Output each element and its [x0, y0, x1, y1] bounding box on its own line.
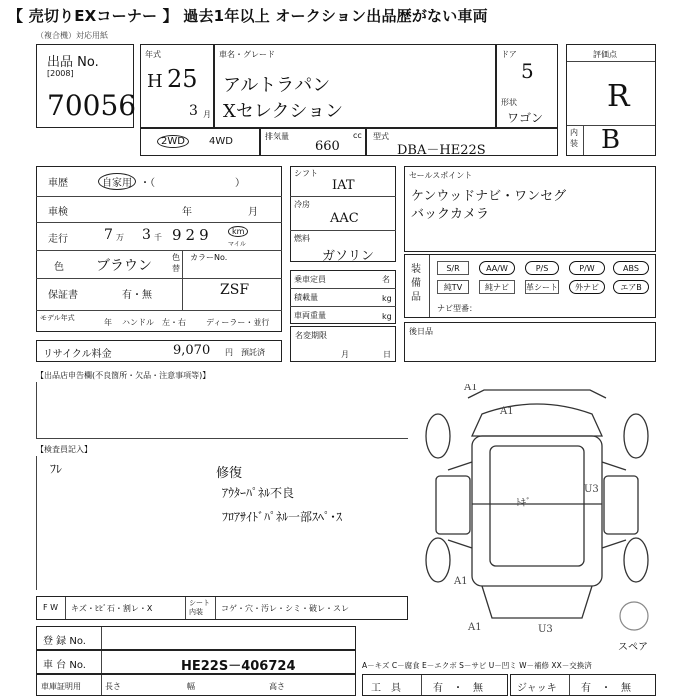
- damage-mark: A1: [464, 384, 478, 393]
- name-change-month: 月: [341, 350, 349, 359]
- warranty-label: 保証書: [48, 290, 78, 301]
- tools-box: [362, 674, 508, 696]
- color-value: ブラウン: [96, 258, 152, 274]
- doors-label: ドア: [501, 50, 517, 59]
- jack-value: 有 ・ 無: [581, 683, 631, 694]
- equip-abs: ABS: [613, 261, 649, 275]
- shift-label: シフト: [294, 169, 318, 178]
- color-no-label: カラーNo.: [190, 253, 228, 262]
- fuel-label: 燃料: [294, 234, 310, 243]
- tools-label: 工 具: [371, 683, 401, 694]
- details-grid: [36, 166, 282, 332]
- shape-label: 形状: [501, 98, 517, 107]
- fuel-value: ガソリン: [322, 249, 375, 264]
- drive-2wd: 2WD: [157, 135, 189, 148]
- recycle-value: 9,070: [173, 343, 211, 358]
- mileage-alt-unit: マイル: [228, 241, 246, 248]
- front-bumper: [468, 390, 606, 398]
- later-label: 後日品: [409, 327, 433, 336]
- equip-ps: P/S: [525, 261, 559, 275]
- wheel-rl: [426, 538, 450, 582]
- mileage-unit: km: [228, 226, 248, 237]
- lot-number-box: [36, 44, 137, 128]
- inspector-label: 【検査員記入】: [36, 445, 92, 454]
- equip-aaw: AA/W: [479, 261, 515, 275]
- navi-model-label: ナビ型番：: [437, 304, 477, 313]
- registration-label: 登 録 No.: [43, 636, 86, 647]
- name-change-box: [290, 326, 396, 362]
- chassis-value: HE22S－406724: [181, 659, 296, 674]
- sales-box: [404, 166, 656, 252]
- history-value: 自家用: [98, 173, 136, 190]
- inspector-note1: 修復: [216, 466, 243, 481]
- load-unit: kg: [382, 294, 392, 303]
- inspector-note3: ﾌﾛｱｻｲﾄﾞﾊﾟﾈﾙ一部ｽﾍﾟ･ｽ: [222, 510, 343, 524]
- equipment-box: [404, 254, 656, 318]
- cabin-outline: [490, 446, 584, 566]
- doors-value: 5: [521, 59, 534, 83]
- car-damage-diagram: [412, 384, 662, 634]
- wheel-fr: [624, 414, 648, 458]
- equip-tv: 純TV: [437, 280, 469, 294]
- drive-box: [140, 128, 260, 156]
- sales-line2: バックカメラ: [411, 207, 490, 222]
- door-right: [604, 476, 638, 534]
- garage-cert-label: 車庫証明用: [41, 682, 81, 691]
- jack-box: [510, 674, 656, 696]
- damage-mark: U3: [584, 484, 599, 495]
- displacement-box: [260, 128, 366, 156]
- damage-mark: A1: [454, 576, 468, 587]
- model-year-dealer: ディーラー・並行: [206, 318, 270, 327]
- history-rest: ・（ ）: [140, 178, 245, 189]
- model-code-box: [366, 128, 558, 156]
- year-month-suffix: 月: [203, 110, 211, 119]
- grade-label: 評価点: [593, 50, 617, 59]
- car-name-line2: Xセレクション: [223, 101, 344, 122]
- displacement-label: 排気量: [265, 132, 289, 141]
- car-name-label: 車名・グレード: [219, 50, 275, 59]
- shift-value: IAT: [332, 178, 355, 193]
- ac-value: AAC: [330, 211, 359, 226]
- name-change-day: 日: [383, 350, 391, 359]
- recycle-label: リサイクル料金: [43, 349, 112, 360]
- mileage-sen: 3: [142, 227, 151, 243]
- damage-mark: U3: [538, 624, 553, 634]
- seller-notes-label: 【出品店申告欄(不良箇所・欠品・注意事項等)】: [36, 371, 211, 380]
- chassis-label: 車 台 No.: [43, 660, 86, 671]
- spare-label: スペア: [618, 642, 648, 653]
- name-change-label: 名変期限: [295, 331, 327, 340]
- roof-outline: [472, 404, 602, 436]
- fw-items: キズ・ﾋﾋﾞ石・割レ・X: [71, 604, 153, 613]
- inspection-month-label: 月: [248, 207, 258, 218]
- garage-cert-height: 高さ: [269, 682, 285, 691]
- model-code-value: DBA－HE22S: [397, 143, 486, 158]
- model-year-year: 年: [104, 318, 112, 327]
- capacity-label: 乗車定員: [294, 275, 326, 284]
- car-name-box: [214, 44, 496, 128]
- grade-box: [566, 44, 656, 156]
- equip-navi: 純ナビ: [479, 280, 515, 294]
- garage-cert-row: [36, 674, 356, 696]
- year-label: 年式: [145, 50, 161, 59]
- sales-line1: ケンウッドナビ・ワンセグ: [411, 189, 567, 204]
- seat-label: シート内装: [189, 599, 210, 616]
- door-left: [436, 476, 470, 534]
- damage-mark: A1: [468, 622, 482, 633]
- displacement-value: 660: [315, 139, 340, 154]
- equip-ext-navi: 外ナビ: [569, 280, 605, 294]
- inspector-mark: ﾌﾚ: [50, 462, 63, 476]
- sales-label: セールスポイント: [409, 171, 473, 180]
- capacity-unit: 名: [382, 275, 390, 284]
- lot-year-tag: [2008]: [47, 69, 74, 78]
- mileage-man: 7: [104, 227, 113, 243]
- mileage-digits: 929: [172, 226, 213, 244]
- tools-value: 有 ・ 無: [433, 683, 483, 694]
- seat-items: コゲ・穴・汚レ・シミ・破レ・スレ: [221, 604, 349, 613]
- car-name-line1: アルトラパン: [223, 75, 331, 96]
- interior-grade: B: [601, 125, 621, 155]
- inspector-note2: ｱｳﾀｰﾊﾟﾈﾙ不良: [222, 486, 295, 500]
- equip-sr: S/R: [437, 261, 469, 275]
- equip-pw: P/W: [569, 261, 605, 275]
- grade-score: R: [607, 79, 630, 114]
- damage-mark: ﾄｷﾞ: [516, 498, 531, 509]
- color-label: 色: [54, 262, 64, 273]
- shape-value: ワゴン: [507, 111, 544, 125]
- recycle-note: 預託済: [241, 348, 265, 357]
- load-label: 積載量: [294, 293, 318, 302]
- year-box: [140, 44, 214, 128]
- lot-number: 70056: [47, 89, 137, 122]
- model-year-label: モデル年式: [40, 314, 75, 322]
- warranty-value: 有・無: [122, 290, 152, 301]
- wheel-fl: [426, 414, 450, 458]
- damage-legend: A－キズ C－腐食 E－エクボ S－サビ U－凹ミ W－補修 XX－交換済: [362, 661, 592, 670]
- mileage-man-unit: 万: [116, 233, 124, 242]
- garage-cert-length: 長さ: [105, 682, 121, 691]
- equip-airbag: エアB: [613, 280, 649, 294]
- doors-box: [496, 44, 558, 128]
- mileage-sen-unit: 千: [154, 233, 162, 242]
- spare-tire-icon: [620, 602, 648, 630]
- inspection-year-label: 年: [182, 207, 192, 218]
- equipment-label: 装備品: [411, 264, 421, 303]
- weight-label: 車両重量: [294, 311, 326, 320]
- damage-mark: A1: [500, 406, 514, 417]
- color-no-value: ZSF: [220, 282, 250, 298]
- year-era: H: [147, 71, 163, 92]
- fw-row: [36, 596, 408, 620]
- later-box: [404, 322, 656, 362]
- sheet-note: （複合機）対応用紙: [36, 31, 108, 40]
- ac-label: 冷房: [294, 200, 310, 209]
- color-change-label: 色替: [172, 253, 180, 273]
- mileage-label: 走行: [48, 234, 68, 245]
- drive-4wd: 4WD: [209, 136, 233, 147]
- wheel-rr: [624, 538, 648, 582]
- jack-label: ジャッキ: [517, 683, 557, 694]
- year-month: 3: [189, 103, 198, 119]
- recycle-box: [36, 340, 282, 362]
- banner-title: 【 売切りEXコーナー 】 過去1年以上 オークション出品歴がない車両: [8, 7, 488, 25]
- model-code-label: 型式: [373, 132, 389, 141]
- year-value: 25: [167, 65, 198, 93]
- lot-number-label: 出品 No.: [47, 55, 99, 70]
- rear-bumper: [482, 586, 592, 618]
- interior-label: 内装: [570, 128, 578, 148]
- history-label: 車歴: [48, 178, 68, 189]
- weight-unit: kg: [382, 312, 392, 321]
- model-year-handle: ハンドル 左・右: [122, 318, 186, 327]
- fw-label: F W: [43, 603, 59, 612]
- chassis-row: [36, 650, 356, 674]
- recycle-unit: 円: [225, 348, 233, 357]
- equip-leather: 革シート: [525, 280, 559, 294]
- displacement-unit: cc: [353, 131, 362, 140]
- registration-row: [36, 626, 356, 650]
- garage-cert-width: 幅: [187, 682, 195, 691]
- inspection-label: 車検: [48, 207, 68, 218]
